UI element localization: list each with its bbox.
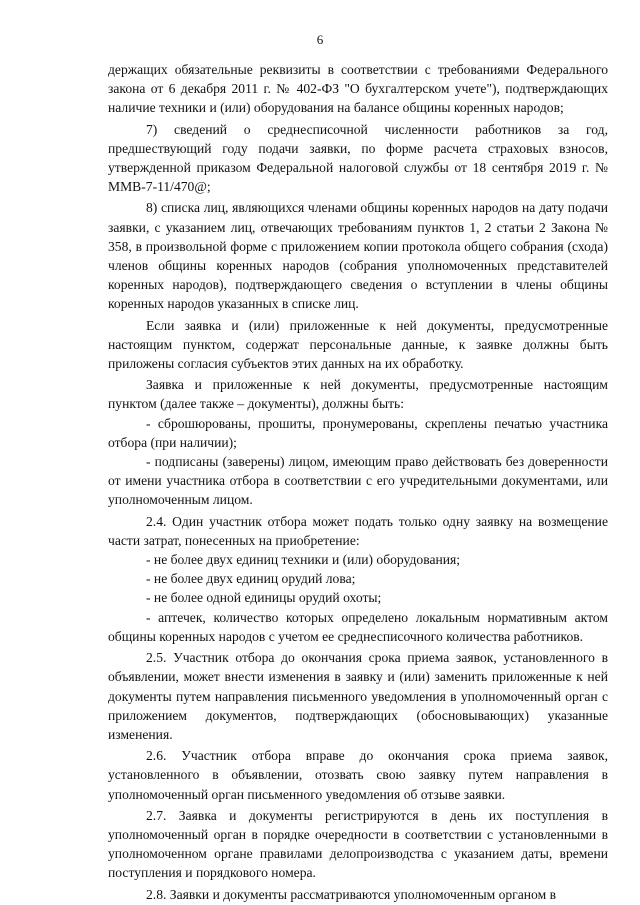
document-body <box>108 60 608 904</box>
paragraph-2-6: 2.6. Участник отбора вправе до окончания срока приема заявок, установленного в объявлении, отозвать свою заявку путем направления в уполномоченный орган письменного уведомления об отзыве заявки. <box>108 748 608 802</box>
paragraph-2-4: 2.4. Один участник отбора может подать только одну заявку на возмещение части затрат, понесенных на приобретение: <box>108 513 608 548</box>
list-item-signed: - подписаны (заверены) лицом, имеющим право действовать без доверенности от имени участника отбора в соответствии с его учредительными документами, или уполномоченным лицом. <box>108 454 608 508</box>
paragraph-item-8: 8) списка лиц, являющихся членами общины коренных народов на дату подачи заявки, с указанием лиц, отвечающих требованиям пунктов 1, 2 статьи 2 Закона № 358, в произвольной форме с приложением копии протокола общего собрания (схода) членов общины коренных народов (собрания уполномоченных представителей коренных народов), подтверждающего сведения о вступлении в члены общины коренных народов указанных в списке лиц. <box>108 200 608 312</box>
paragraph-2-8: 2.8. Заявки и документы рассматриваются уполномоченным органом в <box>146 886 557 902</box>
list-item-equipment: - не более двух единиц техники и (или) оборудования; <box>146 552 461 568</box>
paragraph-document-requirements: Заявка и приложенные к ней документы, предусмотренные настоящим пунктом (далее также – документы), должны быть: <box>108 377 608 412</box>
paragraph-equipment-balance: держащих обязательные реквизиты в соответствии с требованиями Федерального закона от 6 декабря 2011 г. № 402-ФЗ "О бухгалтерском учете"), подтверждающих наличие техники и (или) оборудования на балансе общины коренных народов; <box>108 62 608 116</box>
list-item-hunting-gear: - не более одной единицы орудий охоты; <box>146 590 382 606</box>
paragraph-item-7: 7) сведений о среднесписочной численности работников за год, предшествующий году подачи заявки, по форме расчета страховых взносов, утвержденной приказом Федеральной налоговой службы от 18 сентября 2019 г. № ММВ-7-11/470@; <box>108 121 608 195</box>
paragraph-2-7: 2.7. Заявка и документы регистрируются в день их поступления в уполномоченный орган в порядке очередности в соответствии с установленными в уполномоченном органе правилами делопроизводства с указанием даты, времени поступления и порядкового номера. <box>108 807 608 881</box>
list-item-first-aid-kits: - аптечек, количество которых определено локальным нормативным актом общины коренных народов с учетом ее среднесписочного количества работников. <box>108 609 608 644</box>
page-number: 6 <box>316 32 324 47</box>
list-item-fishing-gear: - не более двух единиц орудий лова; <box>146 571 356 587</box>
paragraph-2-5: 2.5. Участник отбора до окончания срока приема заявок, установленного в объявлении, может внести изменения в заявку и (или) заменить приложенные к ней документы путем направления письменного уведомления в уполномоченный орган с приложением документов, подтверждающих (обосновывающих) указанные изменения. <box>108 650 608 742</box>
list-item-bound: - сброшюрованы, прошиты, пронумерованы, скреплены печатью участника отбора (при наличии); <box>108 415 608 450</box>
paragraph-personal-data: Если заявка и (или) приложенные к ней документы, предусмотренные настоящим пунктом, содержат персональные данные, к заявке должны быть приложены согласия субъектов этих данных на их обработку. <box>108 317 608 372</box>
